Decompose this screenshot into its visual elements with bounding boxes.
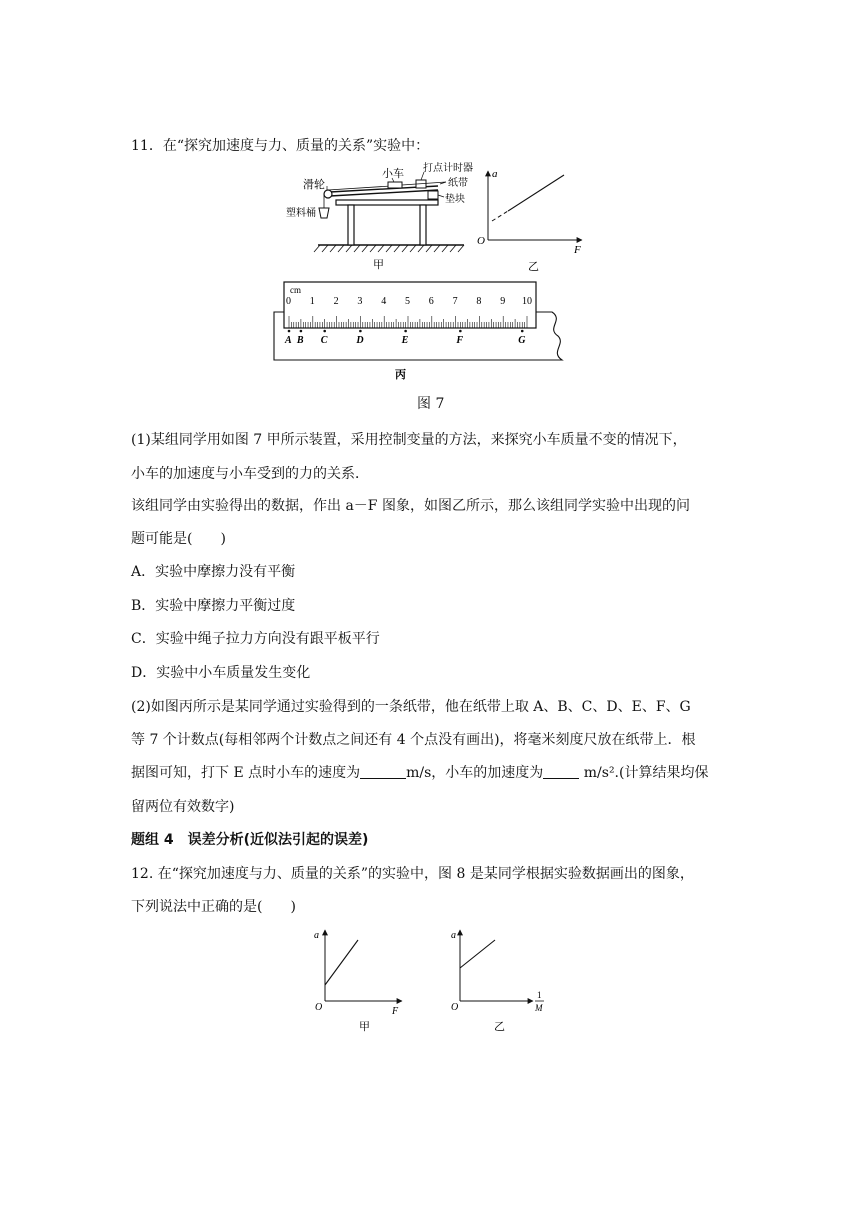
q11-part2-line3-c: m/s².(计算结果均保: [579, 765, 709, 781]
tape-point-label: E: [401, 335, 409, 346]
tape-point-dot: [288, 330, 291, 333]
apparatus-figure: [286, 160, 481, 275]
caption-yi: 乙: [528, 261, 539, 273]
q12a-y-label: a: [314, 930, 319, 941]
tape-point-label: B: [296, 335, 304, 346]
origin-label: O: [477, 235, 485, 247]
q11-part2-line3-b: m/s，小车的加速度为: [406, 765, 544, 781]
option-a: A．实验中摩擦力没有平衡: [131, 564, 296, 580]
cart-label: 小车: [382, 168, 404, 180]
group4-heading: 题组 4 误差分析(近似法引起的误差): [131, 832, 369, 848]
tape-point-dot: [323, 330, 326, 333]
tape-point-dot: [521, 330, 524, 333]
y-axis-label: a: [492, 168, 498, 180]
ruler-number: 7: [452, 296, 458, 307]
q11-part2-line1: (2)如图丙所示是某同学通过实验得到的一条纸带，他在纸带上取 A、B、C、D、E、F、G: [131, 699, 691, 715]
q11-part2-line3: [131, 763, 708, 783]
q12-graph-jia: [308, 926, 408, 1038]
q12b-y-label: a: [451, 930, 456, 941]
ruler-unit: cm: [290, 285, 301, 295]
option-c: C．实验中绳子拉力方向没有跟平板平行: [131, 631, 380, 647]
q11-part2-line4: 留两位有效数字): [131, 799, 235, 815]
tape-point-dot: [359, 330, 362, 333]
ruler-number: 8: [476, 296, 482, 307]
q12b-x-numerator: 1: [537, 990, 542, 1000]
tape-point-dot: [300, 330, 303, 333]
q11-intro: 11．在“探究加速度与力、质量的关系”实验中：: [131, 138, 430, 154]
tape-point-label: A: [285, 335, 292, 346]
ruler-number: 10: [522, 296, 532, 307]
q12a-origin: O: [315, 1002, 323, 1013]
ruler-number: 6: [428, 296, 434, 307]
caption-jia: 甲: [373, 259, 384, 271]
bucket-label: 塑料桶: [286, 208, 316, 219]
tape-figure: [274, 278, 576, 382]
acceleration-answer-blank[interactable]: [543, 764, 579, 779]
pulley-label: 滑轮: [303, 179, 325, 191]
option-b: B．实验中摩擦力平衡过度: [131, 598, 296, 614]
q12-graph-yi: [445, 926, 555, 1038]
q11-part1-line2: 小车的加速度与小车受到的力的关系．: [131, 466, 369, 482]
ruler-number: 3: [357, 296, 363, 307]
q12-line2: 下列说法中正确的是( ): [131, 899, 296, 915]
q12b-origin: O: [451, 1002, 459, 1013]
tape-point-label: G: [518, 335, 526, 346]
ruler-number: 2: [333, 296, 339, 307]
ruler-number: 4: [381, 296, 387, 307]
tape-point-dot: [404, 330, 407, 333]
tape-point-label: D: [356, 335, 364, 346]
tape-label: 纸带: [448, 178, 468, 189]
q12b-x-denominator: M: [535, 1003, 543, 1013]
block-label: 垫块: [445, 194, 465, 205]
q11-part2-line3-a: 据图可知，打下 E 点时小车的速度为: [131, 765, 361, 781]
x-axis-label: F: [574, 244, 581, 256]
q11-part1-line3: 该组同学由实验得出的数据，作出 a－F 图象，如图乙所示，那么该组同学实验中出现的问: [131, 498, 690, 514]
figure-7-caption: 图 7: [417, 396, 445, 412]
ruler-number: 5: [405, 296, 410, 307]
q12-line1: 12. 在“探究加速度与力、质量的关系”的实验中，图 8 是某同学根据实验数据画出的图象，: [131, 866, 694, 882]
ruler-number: 9: [500, 296, 506, 307]
timer-label: 打点计时器: [423, 163, 473, 174]
a-f-graph: [474, 165, 592, 277]
q11-part2-line2: 等 7 个计数点(每相邻两个计数点之间还有 4 个点没有画出)，将毫米刻度尺放在纸带上．根: [131, 732, 696, 748]
ruler-number: 0: [286, 296, 291, 307]
q12a-x-label: F: [392, 1006, 399, 1017]
q11-part1-line4: 题可能是( ): [131, 531, 226, 547]
velocity-answer-blank[interactable]: [360, 764, 406, 779]
option-d: D．实验中小车质量发生变化: [131, 665, 311, 681]
caption-bing: 丙: [395, 369, 406, 381]
q11-part1-line1: (1)某组同学用如图 7 甲所示装置，采用控制变量的方法，来探究小车质量不变的情况下，: [131, 432, 687, 448]
tape-point-dot: [459, 330, 462, 333]
q12a-caption: 甲: [359, 1021, 370, 1033]
ruler-number: 1: [309, 296, 315, 307]
tape-point-label: C: [320, 335, 328, 346]
q12b-caption: 乙: [494, 1021, 505, 1033]
tape-point-label: F: [456, 335, 464, 346]
